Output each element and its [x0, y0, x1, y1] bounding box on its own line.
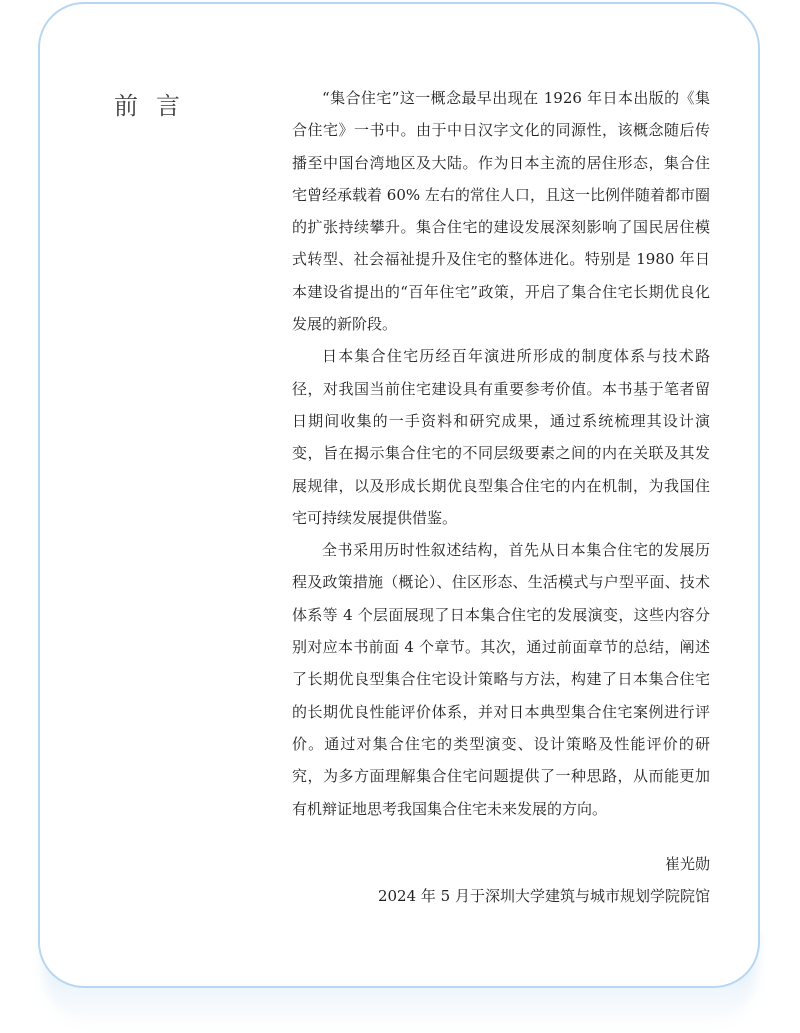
paragraph-2: 日本集合住宅历经百年演进所形成的制度体系与技术路径，对我国当前住宅建设具有重要参考价值。本书基于笔者留日期间收集的一手资料和研究成果，通过系统梳理其设计演变，旨在揭示集合住宅的不同层级要素之间的内在关联及其发展规律，以及形成长期优良型集合住宅的内在机制，为我国住宅可持续发展提供借鉴。 [292, 347, 710, 527]
paragraph-1: “集合住宅”这一概念最早出现在 1926 年日本出版的《集合住宅》一书中。由于中日汉字文化的同源性，该概念随后传播至中国台湾地区及大陆。作为日本主流的居住形态，集合住宅曾经承载着 60% 左右的常住人口，且这一比例伴随着都市圈的扩张持续攀升。集合住宅的建设发展深刻影响了国民居住模式转型、社会福祉提升及住宅的整体进化。特别是 1980 年日本建设省提出的“百年住宅”政策，开启了集合住宅长期优良化发展的新阶段。 [292, 89, 710, 334]
author-name: 崔光勋 [664, 855, 710, 873]
date-place: 2024 年 5 月于深圳大学建筑与城市规划学院院馆 [377, 887, 710, 905]
signature-block [378, 848, 710, 912]
paragraph-3: 全书采用历时性叙述结构，首先从日本集合住宅的发展历程及政策措施（概论）、住区形态、生活模式与户型平面、技术体系等 4 个层面展现了日本集合住宅的发展演变，这些内容分别对应本书前面 4 个章节。其次，通过前面章节的总结，阐述了长期优良型集合住宅设计策略与方法，构建了日本集合住宅的长期优良性能评价体系，并对日本典型集合住宅案例进行评价。通过对集合住宅的类型演变、设计策略及性能评价的研究，为多方面理解集合住宅问题提供了一种思路，从而能更加有机辩证地思考我国集合住宅未来发展的方向。 [292, 541, 710, 818]
preface-body [292, 82, 710, 825]
page-title: 前言 [114, 92, 198, 120]
